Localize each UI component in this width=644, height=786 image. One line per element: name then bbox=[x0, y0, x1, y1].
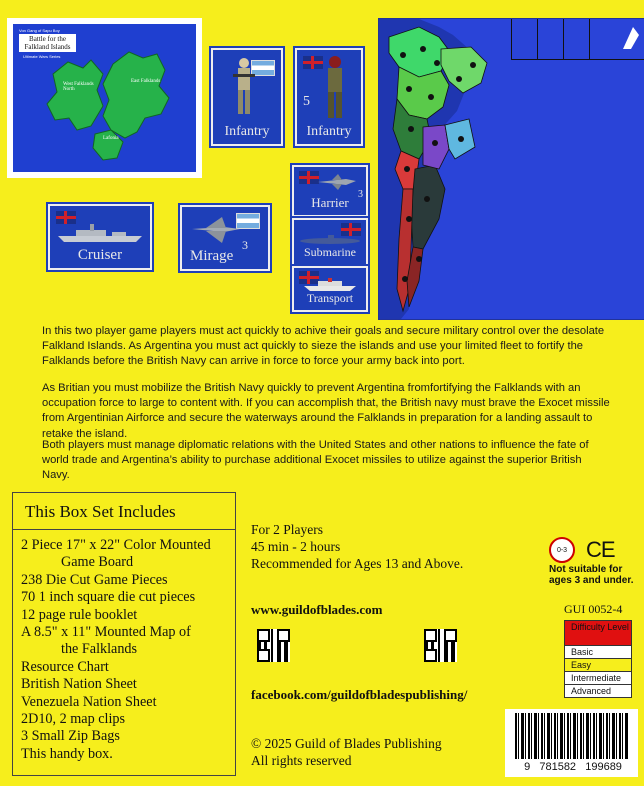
uk-flag-icon bbox=[303, 56, 323, 69]
list-item: 70 1 inch square die cut pieces bbox=[21, 589, 196, 606]
age-warning-icon bbox=[549, 537, 575, 563]
map-label-east: East Falklands bbox=[131, 79, 161, 84]
counter-submarine-label: Submarine bbox=[304, 245, 356, 259]
list-item: 3 Small Zip Bags bbox=[21, 728, 120, 745]
continent-shape bbox=[379, 19, 644, 319]
difficulty-header bbox=[565, 621, 631, 646]
facebook-link[interactable]: facebook.com/guildofbladespublishing/ bbox=[251, 687, 468, 702]
description-paragraph-3: Both players must manage diplomatic relations with the United States and other nations to influence the fate of world trade and Argentina’s ability to purchase additional Exocet missiles to utilize against the superior British Navy. bbox=[42, 439, 589, 482]
counter-harrier-label: Harrier bbox=[311, 195, 349, 210]
box-contents-list bbox=[21, 537, 211, 763]
counter-infantry-uk-label: Infantry bbox=[306, 124, 352, 139]
map-title-text: Battle for the Falkland Islands bbox=[24, 35, 71, 51]
ce-mark: CE bbox=[586, 537, 615, 562]
box-contents-header bbox=[13, 493, 235, 530]
counter-harrier bbox=[292, 165, 368, 217]
difficulty-chart bbox=[564, 620, 632, 698]
counter-mirage-strength: 3 bbox=[242, 238, 248, 252]
list-item: Resource Chart bbox=[21, 658, 109, 675]
difficulty-level-intermediate: Intermediate bbox=[565, 672, 631, 685]
qr-code-facebook bbox=[424, 629, 457, 662]
copyright-text: © 2025 Guild of Blades Publishing bbox=[251, 736, 442, 751]
counter-infantry-argentina bbox=[211, 48, 283, 146]
list-item: the Falklands bbox=[61, 641, 138, 658]
counter-harrier-strength: 3 bbox=[358, 189, 363, 200]
counter-infantry-ar-label: Infantry bbox=[224, 124, 270, 139]
rights-text: All rights reserved bbox=[251, 753, 352, 768]
counter-infantry-uk-strength: 5 bbox=[303, 94, 310, 109]
counter-transport-label: Transport bbox=[306, 291, 354, 305]
map-subtitle: Ultimate Wars Series bbox=[23, 54, 61, 59]
map-label-lafonia: Lafonia bbox=[103, 136, 119, 141]
warning-text: Not suitable for ages 3 and under. bbox=[549, 564, 634, 586]
age-warning-icon-text: 0-3 bbox=[556, 547, 568, 554]
website-link[interactable]: www.guildofblades.com bbox=[251, 602, 383, 617]
list-item: 238 Die Cut Game Pieces bbox=[21, 571, 168, 588]
ship-icon bbox=[302, 278, 358, 292]
players-text: For 2 Players bbox=[251, 522, 323, 537]
list-item: A 8.5" x 11" Mounted Map of bbox=[21, 624, 191, 641]
product-code: GUI 0052-4 bbox=[564, 602, 623, 616]
list-item: Game Board bbox=[61, 554, 134, 571]
map-label-west: West Falklands North bbox=[63, 82, 94, 92]
description-paragraph-2: As Britian you must mobilize the British Navy quickly to prevent Argentina fromfortifying the Falklands with an occupation force to large to content with. If you can accomplish that, the British navy must brave the Exocet missile from Argentinian Airforce and secure the waterways around the Falklands in preparation for a landing assault to retake the island. bbox=[42, 382, 610, 440]
list-item: Venezuela Nation Sheet bbox=[21, 693, 157, 710]
harrier-jet-icon bbox=[316, 173, 360, 191]
play-time-text: 45 min - 2 hours bbox=[251, 539, 341, 554]
description-paragraph-1: In this two player game players must act quickly to achive their goals and secure military control over the desolate Falkland Islands. As Argentina you must act quickly to sieze the islands and use your limited fleet to fortify the Falklands before the British Navy can arrive in force to force your army back into port. bbox=[42, 325, 605, 368]
list-item: British Nation Sheet bbox=[21, 676, 137, 693]
counter-submarine bbox=[292, 218, 368, 266]
soldier-icon bbox=[231, 56, 257, 118]
list-item: 2 Piece 17" x 22" Color Mounted bbox=[21, 537, 211, 553]
counter-mirage bbox=[180, 205, 270, 271]
barcode-bars bbox=[515, 713, 629, 759]
soldier-icon bbox=[321, 54, 349, 122]
counter-transport bbox=[292, 266, 368, 312]
box-contents-title: This Box Set Includes bbox=[25, 502, 176, 521]
counter-cruiser-label: Cruiser bbox=[77, 247, 123, 263]
barcode bbox=[505, 709, 638, 777]
falklands-islands-shape bbox=[33, 34, 183, 170]
counter-mirage-label: Mirage bbox=[190, 248, 234, 264]
difficulty-header-text: Difficulty Level bbox=[571, 622, 629, 632]
qr-code-website bbox=[257, 629, 290, 662]
falklands-map-card bbox=[7, 18, 202, 178]
falklands-map bbox=[13, 24, 196, 172]
barcode-digits: 9 781582 199689 bbox=[524, 761, 622, 773]
list-item: 12 page rule booklet bbox=[21, 606, 138, 623]
difficulty-level-basic: Basic bbox=[565, 646, 631, 659]
counter-cruiser bbox=[48, 204, 152, 270]
mirage-jet-icon bbox=[188, 215, 244, 245]
difficulty-level-easy: Easy bbox=[565, 659, 631, 672]
age-recommendation-text: Recommended for Ages 13 and Above. bbox=[251, 556, 464, 571]
cruiser-ship-icon bbox=[56, 222, 144, 244]
map-header-small: Von Gang of Sapu Boy bbox=[19, 28, 60, 33]
south-america-map bbox=[378, 18, 644, 320]
list-item: This handy box. bbox=[21, 745, 113, 762]
counter-infantry-britain bbox=[295, 48, 363, 146]
list-item: 2D10, 2 map clips bbox=[21, 711, 126, 728]
difficulty-level-advanced: Advanced bbox=[571, 686, 612, 696]
box-contents-panel bbox=[12, 492, 236, 776]
